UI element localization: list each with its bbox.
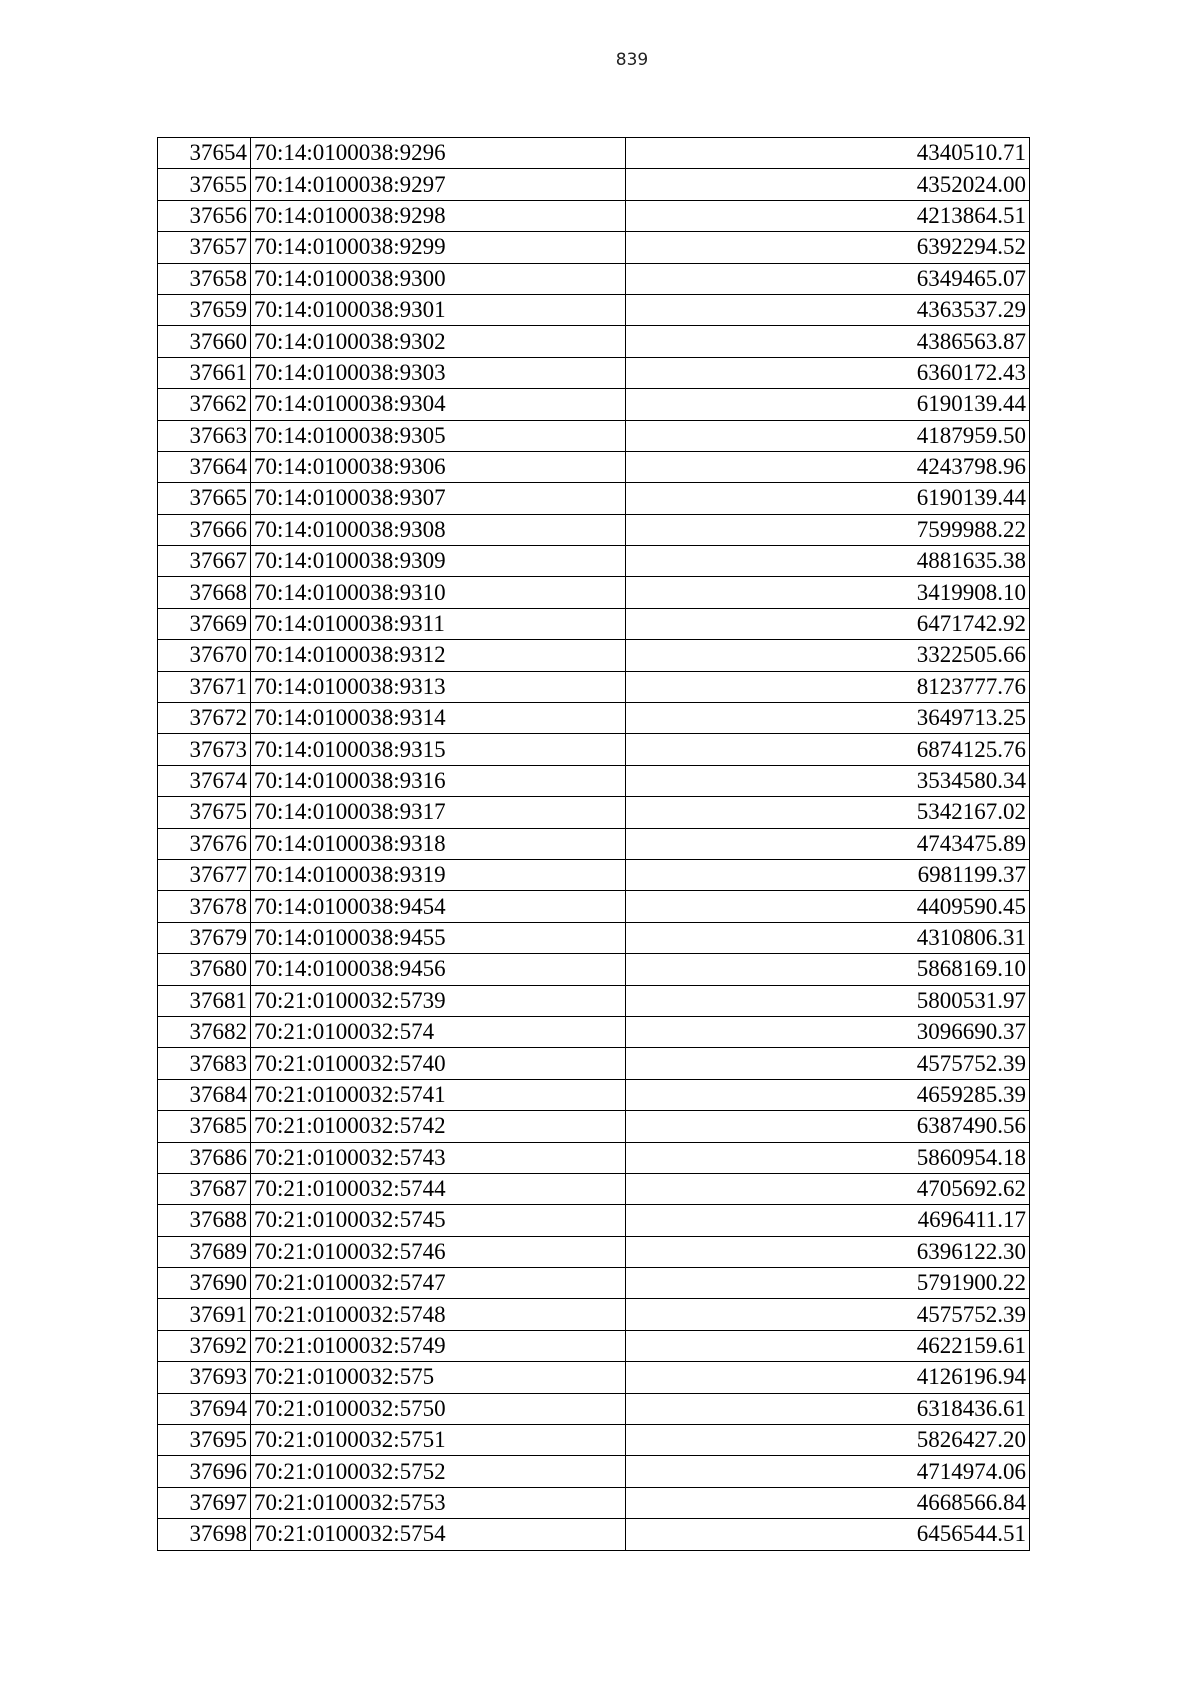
table-row [158, 326, 1030, 357]
cadastral-value-cell: 4243798.96 [626, 451, 1030, 482]
row-number-cell: 37662 [158, 389, 251, 420]
row-number-cell: 37667 [158, 546, 251, 577]
cadastral-value-cell: 6349465.07 [626, 263, 1030, 294]
cadastral-number-cell: 70:14:0100038:9456 [251, 954, 626, 985]
table-row [158, 483, 1030, 514]
table-row [158, 1268, 1030, 1299]
cadastral-number-cell: 70:14:0100038:9297 [251, 169, 626, 200]
cadastral-value-cell: 6981199.37 [626, 859, 1030, 890]
cadastral-number-cell: 70:14:0100038:9300 [251, 263, 626, 294]
row-number-cell: 37694 [158, 1393, 251, 1424]
table-row [158, 200, 1030, 231]
row-number-cell: 37697 [158, 1487, 251, 1518]
row-number-cell: 37678 [158, 891, 251, 922]
row-number-cell: 37666 [158, 514, 251, 545]
table-row [158, 703, 1030, 734]
row-number-cell: 37698 [158, 1519, 251, 1550]
cadastral-value-cell: 4386563.87 [626, 326, 1030, 357]
cadastral-value-cell: 6190139.44 [626, 483, 1030, 514]
cadastral-number-cell: 70:14:0100038:9308 [251, 514, 626, 545]
cadastral-number-cell: 70:14:0100038:9319 [251, 859, 626, 890]
cadastral-value-cell: 3534580.34 [626, 765, 1030, 796]
row-number-cell: 37673 [158, 734, 251, 765]
table-row [158, 954, 1030, 985]
cadastral-number-cell: 70:14:0100038:9302 [251, 326, 626, 357]
table-row [158, 451, 1030, 482]
cadastral-value-cell: 6392294.52 [626, 232, 1030, 263]
cadastral-number-cell: 70:21:0100032:5740 [251, 1048, 626, 1079]
cadastral-number-cell: 70:14:0100038:9298 [251, 200, 626, 231]
cadastral-number-cell: 70:14:0100038:9305 [251, 420, 626, 451]
cadastral-number-cell: 70:21:0100032:5739 [251, 985, 626, 1016]
cadastral-value-cell: 6456544.51 [626, 1519, 1030, 1550]
row-number-cell: 37656 [158, 200, 251, 231]
cadastral-number-cell: 70:14:0100038:9304 [251, 389, 626, 420]
table-row [158, 357, 1030, 388]
row-number-cell: 37671 [158, 671, 251, 702]
table-row [158, 797, 1030, 828]
cadastral-value-cell: 4213864.51 [626, 200, 1030, 231]
table-row [158, 169, 1030, 200]
cadastral-value-cell: 5868169.10 [626, 954, 1030, 985]
row-number-cell: 37688 [158, 1205, 251, 1236]
cadastral-value-cell: 6471742.92 [626, 608, 1030, 639]
cadastral-number-cell: 70:14:0100038:9296 [251, 138, 626, 169]
cadastral-number-cell: 70:21:0100032:5752 [251, 1456, 626, 1487]
table-row [158, 828, 1030, 859]
table-row [158, 1519, 1030, 1550]
table-row [158, 138, 1030, 169]
cadastral-number-cell: 70:21:0100032:5749 [251, 1330, 626, 1361]
row-number-cell: 37660 [158, 326, 251, 357]
cadastral-number-cell: 70:21:0100032:5742 [251, 1111, 626, 1142]
table-row [158, 1236, 1030, 1267]
cadastral-value-cell: 4668566.84 [626, 1487, 1030, 1518]
cadastral-number-cell: 70:14:0100038:9317 [251, 797, 626, 828]
cadastral-number-cell: 70:21:0100032:5748 [251, 1299, 626, 1330]
table-row [158, 263, 1030, 294]
table-row [158, 640, 1030, 671]
table-row [158, 1299, 1030, 1330]
cadastral-number-cell: 70:14:0100038:9312 [251, 640, 626, 671]
row-number-cell: 37654 [158, 138, 251, 169]
cadastral-number-cell: 70:21:0100032:5746 [251, 1236, 626, 1267]
cadastral-value-cell: 5826427.20 [626, 1425, 1030, 1456]
cadastral-number-cell: 70:21:0100032:5751 [251, 1425, 626, 1456]
cadastral-number-cell: 70:14:0100038:9299 [251, 232, 626, 263]
row-number-cell: 37672 [158, 703, 251, 734]
cadastral-value-cell: 4881635.38 [626, 546, 1030, 577]
row-number-cell: 37693 [158, 1362, 251, 1393]
cadastral-number-cell: 70:21:0100032:5750 [251, 1393, 626, 1424]
row-number-cell: 37658 [158, 263, 251, 294]
row-number-cell: 37681 [158, 985, 251, 1016]
cadastral-number-cell: 70:14:0100038:9313 [251, 671, 626, 702]
row-number-cell: 37663 [158, 420, 251, 451]
row-number-cell: 37661 [158, 357, 251, 388]
cadastral-value-cell: 7599988.22 [626, 514, 1030, 545]
table-row [158, 514, 1030, 545]
table-row [158, 420, 1030, 451]
cadastral-value-cell: 4696411.17 [626, 1205, 1030, 1236]
row-number-cell: 37670 [158, 640, 251, 671]
cadastral-number-cell: 70:21:0100032:5753 [251, 1487, 626, 1518]
cadastral-number-cell: 70:14:0100038:9306 [251, 451, 626, 482]
row-number-cell: 37687 [158, 1173, 251, 1204]
table-row [158, 1330, 1030, 1361]
table-row [158, 891, 1030, 922]
cadastral-value-cell: 5342167.02 [626, 797, 1030, 828]
row-number-cell: 37682 [158, 1016, 251, 1047]
cadastral-value-cell: 4622159.61 [626, 1330, 1030, 1361]
cadastral-value-cell: 4126196.94 [626, 1362, 1030, 1393]
cadastral-value-cell: 5800531.97 [626, 985, 1030, 1016]
row-number-cell: 37655 [158, 169, 251, 200]
cadastral-value-cell: 6874125.76 [626, 734, 1030, 765]
row-number-cell: 37683 [158, 1048, 251, 1079]
table-row [158, 546, 1030, 577]
cadastral-value-cell: 4340510.71 [626, 138, 1030, 169]
table-row [158, 1173, 1030, 1204]
cadastral-value-cell: 5791900.22 [626, 1268, 1030, 1299]
cadastral-value-cell: 4409590.45 [626, 891, 1030, 922]
table-row [158, 1016, 1030, 1047]
table-row [158, 922, 1030, 953]
row-number-cell: 37677 [158, 859, 251, 890]
cadastral-number-cell: 70:14:0100038:9309 [251, 546, 626, 577]
cadastral-value-cell: 4187959.50 [626, 420, 1030, 451]
cadastral-number-cell: 70:21:0100032:574 [251, 1016, 626, 1047]
row-number-cell: 37695 [158, 1425, 251, 1456]
row-number-cell: 37657 [158, 232, 251, 263]
cadastral-value-cell: 3649713.25 [626, 703, 1030, 734]
row-number-cell: 37668 [158, 577, 251, 608]
cadastral-value-cell: 4363537.29 [626, 294, 1030, 325]
table-row [158, 1142, 1030, 1173]
table-row [158, 859, 1030, 890]
table-row [158, 294, 1030, 325]
cadastral-value-cell: 3096690.37 [626, 1016, 1030, 1047]
row-number-cell: 37669 [158, 608, 251, 639]
cadastral-value-cell: 4575752.39 [626, 1048, 1030, 1079]
table-row [158, 1079, 1030, 1110]
row-number-cell: 37680 [158, 954, 251, 985]
cadastral-number-cell: 70:14:0100038:9315 [251, 734, 626, 765]
row-number-cell: 37665 [158, 483, 251, 514]
cadastral-value-cell: 6318436.61 [626, 1393, 1030, 1424]
row-number-cell: 37689 [158, 1236, 251, 1267]
cadastral-value-table [157, 137, 1030, 1551]
cadastral-value-cell: 4659285.39 [626, 1079, 1030, 1110]
cadastral-number-cell: 70:21:0100032:5745 [251, 1205, 626, 1236]
row-number-cell: 37664 [158, 451, 251, 482]
cadastral-number-cell: 70:14:0100038:9318 [251, 828, 626, 859]
row-number-cell: 37679 [158, 922, 251, 953]
cadastral-number-cell: 70:14:0100038:9454 [251, 891, 626, 922]
row-number-cell: 37686 [158, 1142, 251, 1173]
cadastral-number-cell: 70:14:0100038:9455 [251, 922, 626, 953]
row-number-cell: 37690 [158, 1268, 251, 1299]
table-row [158, 1362, 1030, 1393]
cadastral-value-cell: 8123777.76 [626, 671, 1030, 702]
cadastral-value-cell: 4743475.89 [626, 828, 1030, 859]
cadastral-value-cell: 6360172.43 [626, 357, 1030, 388]
cadastral-number-cell: 70:21:0100032:5744 [251, 1173, 626, 1204]
row-number-cell: 37696 [158, 1456, 251, 1487]
cadastral-number-cell: 70:21:0100032:575 [251, 1362, 626, 1393]
cadastral-number-cell: 70:21:0100032:5741 [251, 1079, 626, 1110]
cadastral-number-cell: 70:21:0100032:5754 [251, 1519, 626, 1550]
cadastral-number-cell: 70:14:0100038:9314 [251, 703, 626, 734]
table-row [158, 671, 1030, 702]
table-row [158, 389, 1030, 420]
cadastral-number-cell: 70:14:0100038:9307 [251, 483, 626, 514]
cadastral-value-cell: 4575752.39 [626, 1299, 1030, 1330]
table-row [158, 608, 1030, 639]
table-row [158, 734, 1030, 765]
cadastral-value-cell: 4705692.62 [626, 1173, 1030, 1204]
cadastral-value-cell: 6190139.44 [626, 389, 1030, 420]
row-number-cell: 37675 [158, 797, 251, 828]
table-row [158, 765, 1030, 796]
table-row [158, 232, 1030, 263]
cadastral-number-cell: 70:14:0100038:9311 [251, 608, 626, 639]
table-row [158, 1456, 1030, 1487]
cadastral-value-cell: 4714974.06 [626, 1456, 1030, 1487]
row-number-cell: 37674 [158, 765, 251, 796]
table-body [158, 138, 1030, 1551]
table-row [158, 1111, 1030, 1142]
table-row [158, 1487, 1030, 1518]
cadastral-number-cell: 70:14:0100038:9310 [251, 577, 626, 608]
page-number: 839 [615, 50, 649, 70]
table-row [158, 1205, 1030, 1236]
cadastral-value-cell: 6387490.56 [626, 1111, 1030, 1142]
row-number-cell: 37684 [158, 1079, 251, 1110]
row-number-cell: 37659 [158, 294, 251, 325]
cadastral-number-cell: 70:14:0100038:9316 [251, 765, 626, 796]
cadastral-value-cell: 5860954.18 [626, 1142, 1030, 1173]
row-number-cell: 37691 [158, 1299, 251, 1330]
table-row [158, 985, 1030, 1016]
row-number-cell: 37692 [158, 1330, 251, 1361]
cadastral-number-cell: 70:14:0100038:9301 [251, 294, 626, 325]
cadastral-value-cell: 6396122.30 [626, 1236, 1030, 1267]
cadastral-value-cell: 4352024.00 [626, 169, 1030, 200]
table-row [158, 577, 1030, 608]
table-row [158, 1393, 1030, 1424]
cadastral-number-cell: 70:14:0100038:9303 [251, 357, 626, 388]
cadastral-number-cell: 70:21:0100032:5743 [251, 1142, 626, 1173]
cadastral-number-cell: 70:21:0100032:5747 [251, 1268, 626, 1299]
cadastral-value-cell: 3419908.10 [626, 577, 1030, 608]
row-number-cell: 37685 [158, 1111, 251, 1142]
row-number-cell: 37676 [158, 828, 251, 859]
cadastral-value-cell: 3322505.66 [626, 640, 1030, 671]
table-row [158, 1048, 1030, 1079]
table-row [158, 1425, 1030, 1456]
cadastral-value-cell: 4310806.31 [626, 922, 1030, 953]
